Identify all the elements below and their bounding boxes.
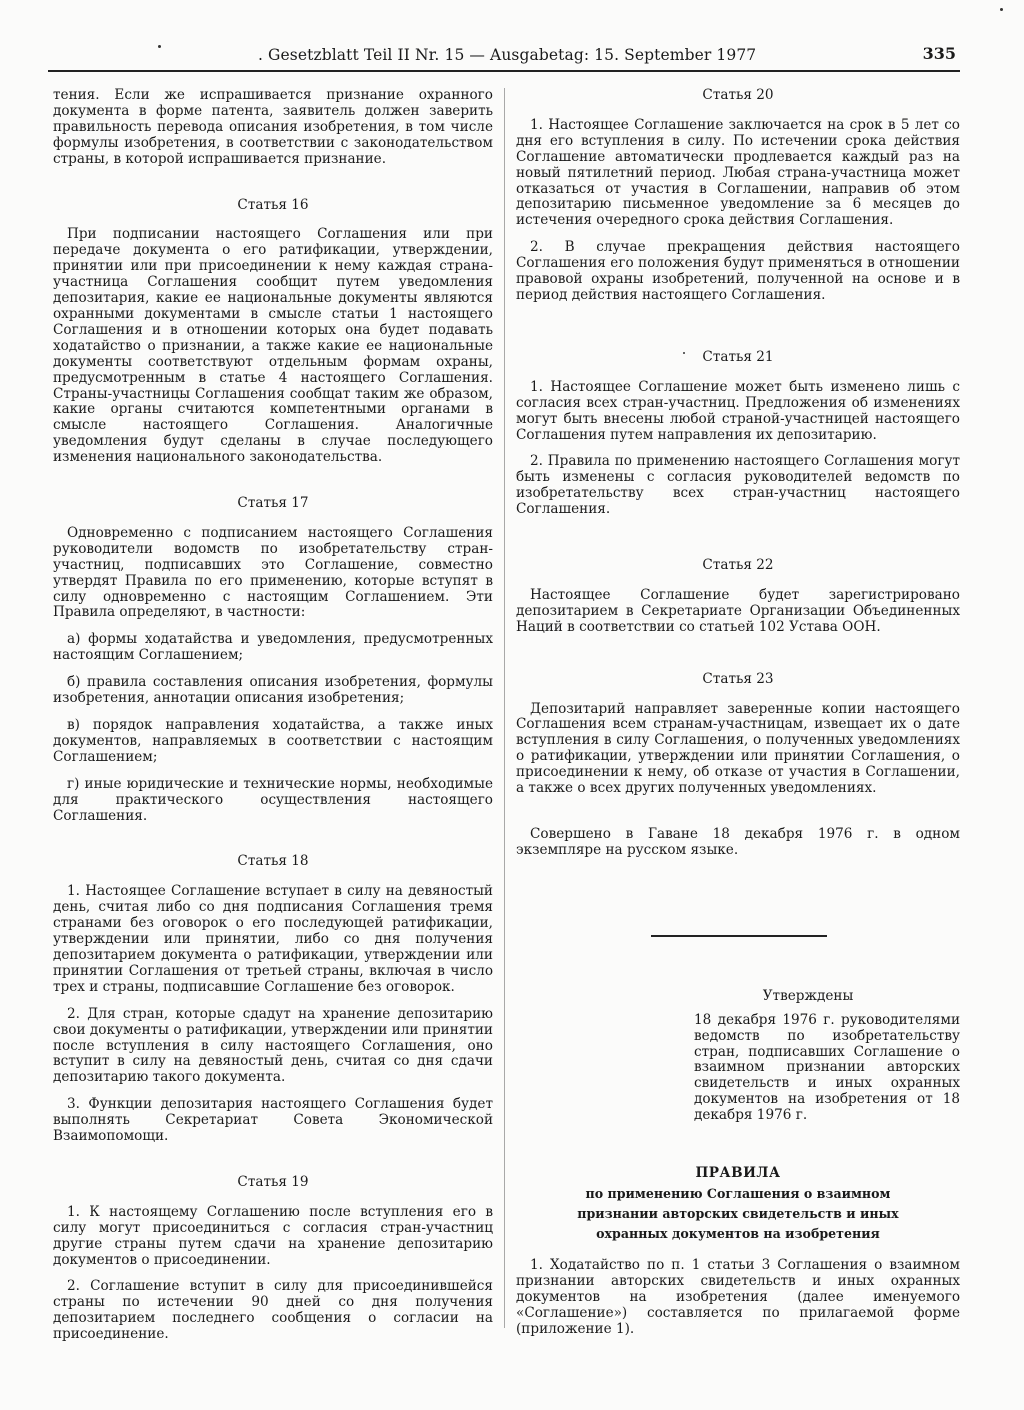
paragraph: Одновременно с подписанием настоящего Соглашения руководители водомств по изобретательству стран-участниц, подписавших это Соглашение, совместно утвердят Правила по его применению, которые вступят в силу одновременно с настоящим Соглашением. Эти Правила определяют, в частности:: [53, 524, 493, 621]
approved-title: Утверждены: [762, 987, 854, 1004]
right-column: [516, 88, 960, 1349]
header-title: . Gesetzblatt Teil II Nr. 15 — Ausgabetag: 15. September 1977: [258, 46, 757, 64]
paragraph: Депозитарий направляет заверенные копии настоящего Соглашения всем странам-участницам, извещает их о дате вступления в силу Соглашения, о полученных уведомлениях о ратификации, утверждении или принятии Соглашения, о присоединении к нему, об отказе от участия в Соглашении, а также о всех других полученных уведомлениях.: [516, 700, 960, 797]
rules-subtitle-line: охранных документов на изобретения: [596, 1225, 880, 1241]
column-divider: [504, 88, 505, 1328]
paragraph: 1. Настоящее Соглашение заключается на срок в 5 лет со дня его вступления в силу. По истечении срока действия Соглашение автоматически продлевается каждый раз на новый пятилетний период. Любая страна-участница может отказаться от участия в Соглашении, направив об этом депозитарию письменное уведомление за 6 месяцев до истечения очередного срока действия Соглашения.: [516, 116, 960, 229]
article-heading: Статья 19: [237, 1173, 309, 1190]
list-item: б) правила составления описания изобретения, формулы изобретения, аннотации описания изобретения;: [53, 674, 493, 707]
article-heading: Статья 23: [702, 670, 774, 687]
page-header: [48, 44, 960, 72]
paragraph: 3. Функции депозитария настоящего Соглашения будет выполнять Секретариат Совета Экономической Взаимопомощи.: [53, 1096, 493, 1145]
rules-subtitle-line: по применению Соглашения о взаимном: [585, 1185, 891, 1201]
article-heading: Статья 20: [702, 87, 774, 103]
rules-subtitle: [516, 1184, 960, 1244]
paragraph: 2. В случае прекращения действия настоящего Соглашения его положения будут применяться в отношении правовой охраны изобретений, полученной на основе и в период действия настоящего Соглашения.: [516, 239, 960, 303]
paragraph: Настоящее Соглашение будет зарегистрировано депозитарием в Секретариате Организации Объединенных Наций в соответствии со статьей 102 Устава ООН.: [516, 586, 960, 635]
paragraph: Совершено в Гаване 18 декабря 1976 г. в одном экземпляре на русском языке.: [516, 826, 960, 858]
scan-speck: [1000, 8, 1003, 11]
rules-subtitle-line: признании авторских свидетельств и иных: [577, 1205, 899, 1221]
paragraph: 2. Правила по применению настоящего Соглашения могут быть изменены с согласия руководителей ведомств по изобретательству всех стран-участниц настоящего Соглашения.: [516, 453, 960, 518]
paragraph: 2. Соглашение вступит в силу для присоединившейся страны по истечении 90 дней со дня получения депозитарием последнего сообщения о согласии на присоединение.: [53, 1278, 493, 1343]
paragraph: 1. Настоящее Соглашение может быть изменено лишь с согласия всех стран-участниц. Предложения об изменениях могут быть внесены любой страной-участницей настоящего Соглашения путем направления их депозитарию.: [516, 378, 960, 443]
list-item: а) формы ходатайства и уведомления, предусмотренных настоящим Соглашением;: [53, 631, 493, 664]
left-column: [53, 88, 493, 1354]
list-item: г) иные юридические и технические нормы, необходимые для практического осуществления настоящего Соглашения.: [53, 775, 493, 824]
rules-title: ПРАВИЛА: [695, 1165, 781, 1182]
article-heading: Статья 18: [237, 853, 309, 870]
paragraph: 1. Настоящее Соглашение вступает в силу на девяностый день, считая либо со дня подписания Соглашения тремя странами без оговорок о его последующей ратификации, утверждении или принятии, либо со дня получения депозитарием документа о ратификации, утверждении или принятии Соглашения от третьей страны, включая в число трех и страны, подписавшие Соглашение без оговорок.: [53, 883, 493, 995]
article-heading: Статья 21: [702, 348, 774, 365]
paragraph: 1. К настоящему Соглашению после вступления его в силу могут присоединиться с согласия стран-участниц другие страны путем сдачи на хранение депозитарию документов о присоединении.: [53, 1203, 493, 1268]
paragraph: 2. Для стран, которые сдадут на хранение депозитарию свои документы о ратификации, утверждении или принятии после вступления в силу настоящего Соглашения, оно вступит в силу на девяностый день, считая со дня сдачи депозитарию такого документа.: [53, 1005, 493, 1086]
list-item: в) порядок направления ходатайства, а также иных документов, направляемых в соответствии с настоящим Соглашением;: [53, 717, 493, 765]
separator-rule: [651, 935, 827, 937]
page-number: 335: [922, 44, 956, 63]
approved-text: 18 декабря 1976 г. руководителями ведомств по изобретательству стран, подписавших Соглашение о взаимном признании авторских свидетельств и иных охранных документов на изобретения от 18 декабря 1976 г.: [694, 1011, 960, 1124]
article-heading: Статья 17: [237, 495, 309, 512]
paragraph: При подписании настоящего Соглашения или при передаче документа о его ратификации, утверждении, принятии или при присоединении к нему каждая страна-участница Соглашения сообщит путем уведомления депозитария, какие ее национальные документы являются охранными документами в смысле статьи 1 настоящего Соглашения и в отношении которых она будет подавать ходатайство о признании, а также какие ее национальные документы соответствуют отдельным формам охраны, предусмотренным в статье 4 настоящего Соглашения. Страны-участницы Соглашения сообщат таким же образом, какие органы считаются компетентными органами в смысле настоящего Соглашения. Аналогичные уведомления будут сделаны в случае последующего изменения национального законодательства.: [53, 226, 493, 466]
paragraph: 1. Ходатайство по п. 1 статьи 3 Соглашения о взаимном признании авторских свидетельств и иных охранных документов на изобретения (далее именуемого «Соглашение») составляется по прилагаемой форме (приложение 1).: [516, 1256, 960, 1337]
scan-speck: [158, 45, 161, 48]
paragraph: тения. Если же испрашивается признание охранного документа в форме патента, заявитель должен заверить правильность перевода описания изобретения, в том числе формулы изобретения, в соответствии с законодательством страны, в которой испрашивается признание.: [53, 87, 493, 167]
scan-speck: [683, 352, 685, 354]
article-heading: Статья 16: [237, 196, 309, 213]
article-heading: Статья 22: [702, 557, 774, 574]
